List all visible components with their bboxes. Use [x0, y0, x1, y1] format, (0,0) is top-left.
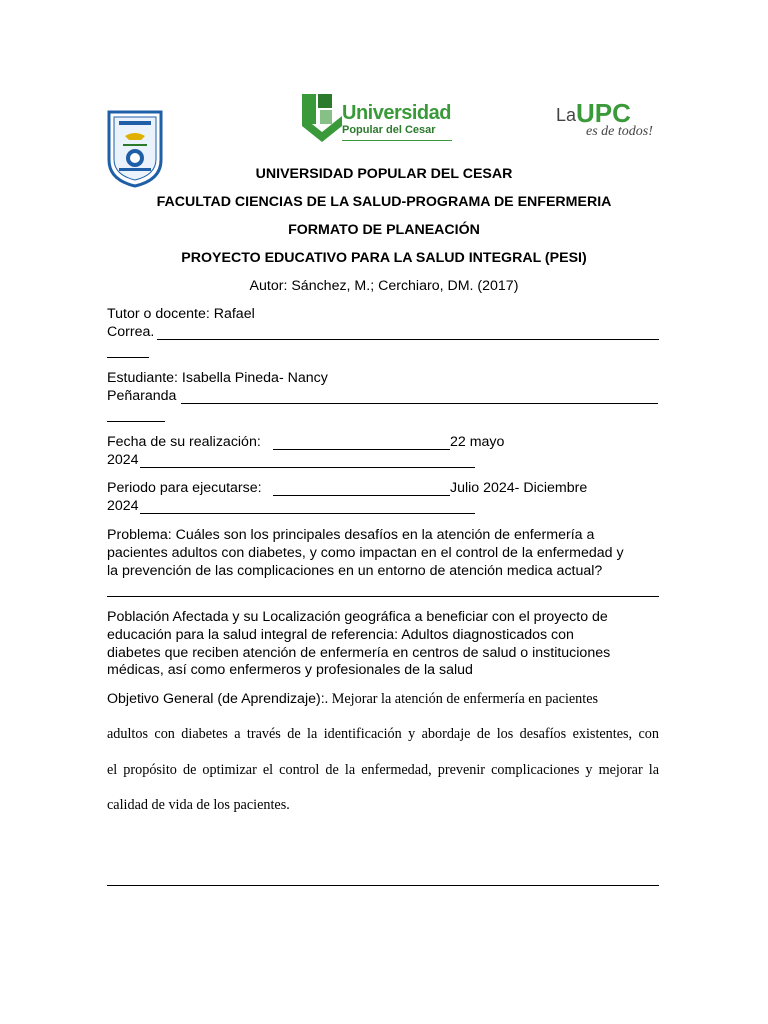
fecha-year-underline: [140, 467, 475, 468]
upc-logo-underline: [342, 140, 452, 141]
student-label: Estudiante: Isabella Pineda- Nancy: [107, 370, 328, 386]
objetivo-line-1: [107, 690, 659, 708]
objetivo-underline: [107, 885, 659, 886]
header-faculty: FACULTAD CIENCIAS DE LA SALUD-PROGRAMA DE ENFERMERIA: [156, 194, 612, 210]
upc-logo-subtitle: Popular del Cesar: [342, 124, 436, 136]
objetivo-line-4: calidad de vida de los pacientes.: [107, 797, 290, 813]
objetivo-line-3: el propósito de optimizar el control de la enfermedad, prevenir complicaciones y mejorar la: [107, 762, 659, 778]
poblacion-line-2: educación para la salud integral de referencia: Adultos diagnosticados con: [107, 627, 574, 643]
la-upc-tagline: es de todos!: [586, 124, 653, 139]
student-underline: [181, 403, 658, 404]
periodo-value: Julio 2024- Diciembre: [450, 480, 588, 496]
upc-logo-title: Universidad: [342, 102, 451, 124]
problema-underline: [107, 596, 659, 597]
objetivo-text-1: . Mejorar la atención de enfermería en pacientes: [324, 691, 599, 707]
poblacion-line-4: médicas, así como enfermeros y profesionales de la salud: [107, 662, 473, 678]
poblacion-line-3: diabetes que reciben atención de enfermería en centros de salud o instituciones: [107, 645, 611, 661]
header-format: FORMATO DE PLANEACIÓN: [288, 222, 480, 238]
tutor-underline: [157, 339, 659, 340]
fecha-value: 22 mayo: [450, 434, 505, 450]
la-upc-brand: UPC: [576, 98, 631, 128]
student-underline-cont: [107, 421, 165, 422]
fecha-underline: [273, 449, 450, 450]
tutor-label: Tutor o docente: Rafael: [107, 306, 255, 322]
poblacion-line-1: Población Afectada y su Localización geográfica a beneficiar con el proyecto de: [107, 609, 608, 625]
objetivo-line-2: adultos con diabetes a través de la identificación y abordaje de los desafíos existentes, con: [107, 726, 659, 742]
periodo-year: 2024: [107, 498, 139, 514]
fecha-year: 2024: [107, 452, 139, 468]
tutor-underline-cont: [107, 357, 149, 358]
header-university: UNIVERSIDAD POPULAR DEL CESAR: [255, 166, 513, 182]
objetivo-label: Objetivo General (de Aprendizaje):: [107, 691, 325, 707]
la-upc-logo: [556, 100, 666, 145]
problema-line-1: Problema: Cuáles son los principales desafíos en la atención de enfermería a: [107, 527, 595, 543]
fecha-label: Fecha de su realización:: [107, 434, 261, 450]
problema-line-2: pacientes adultos con diabetes, y como impactan en el control de la enfermedad y: [107, 545, 624, 561]
header-project: PROYECTO EDUCATIVO PARA LA SALUD INTEGRAL (PESI): [181, 250, 587, 266]
upc-center-logo: [300, 92, 455, 147]
student-name-cont: Peñaranda: [107, 388, 177, 404]
periodo-label: Periodo para ejecutarse:: [107, 480, 262, 496]
periodo-underline: [273, 495, 450, 496]
la-upc-prefix: La: [556, 105, 577, 125]
header-author: Autor: Sánchez, M.; Cerchiaro, DM. (2017): [249, 278, 519, 294]
problema-line-3: la prevención de las complicaciones en un entorno de atención medica actual?: [107, 563, 603, 579]
upc-logo-icon: [300, 92, 344, 144]
periodo-year-underline: [140, 513, 475, 514]
tutor-name-cont: Correa.: [107, 324, 155, 340]
